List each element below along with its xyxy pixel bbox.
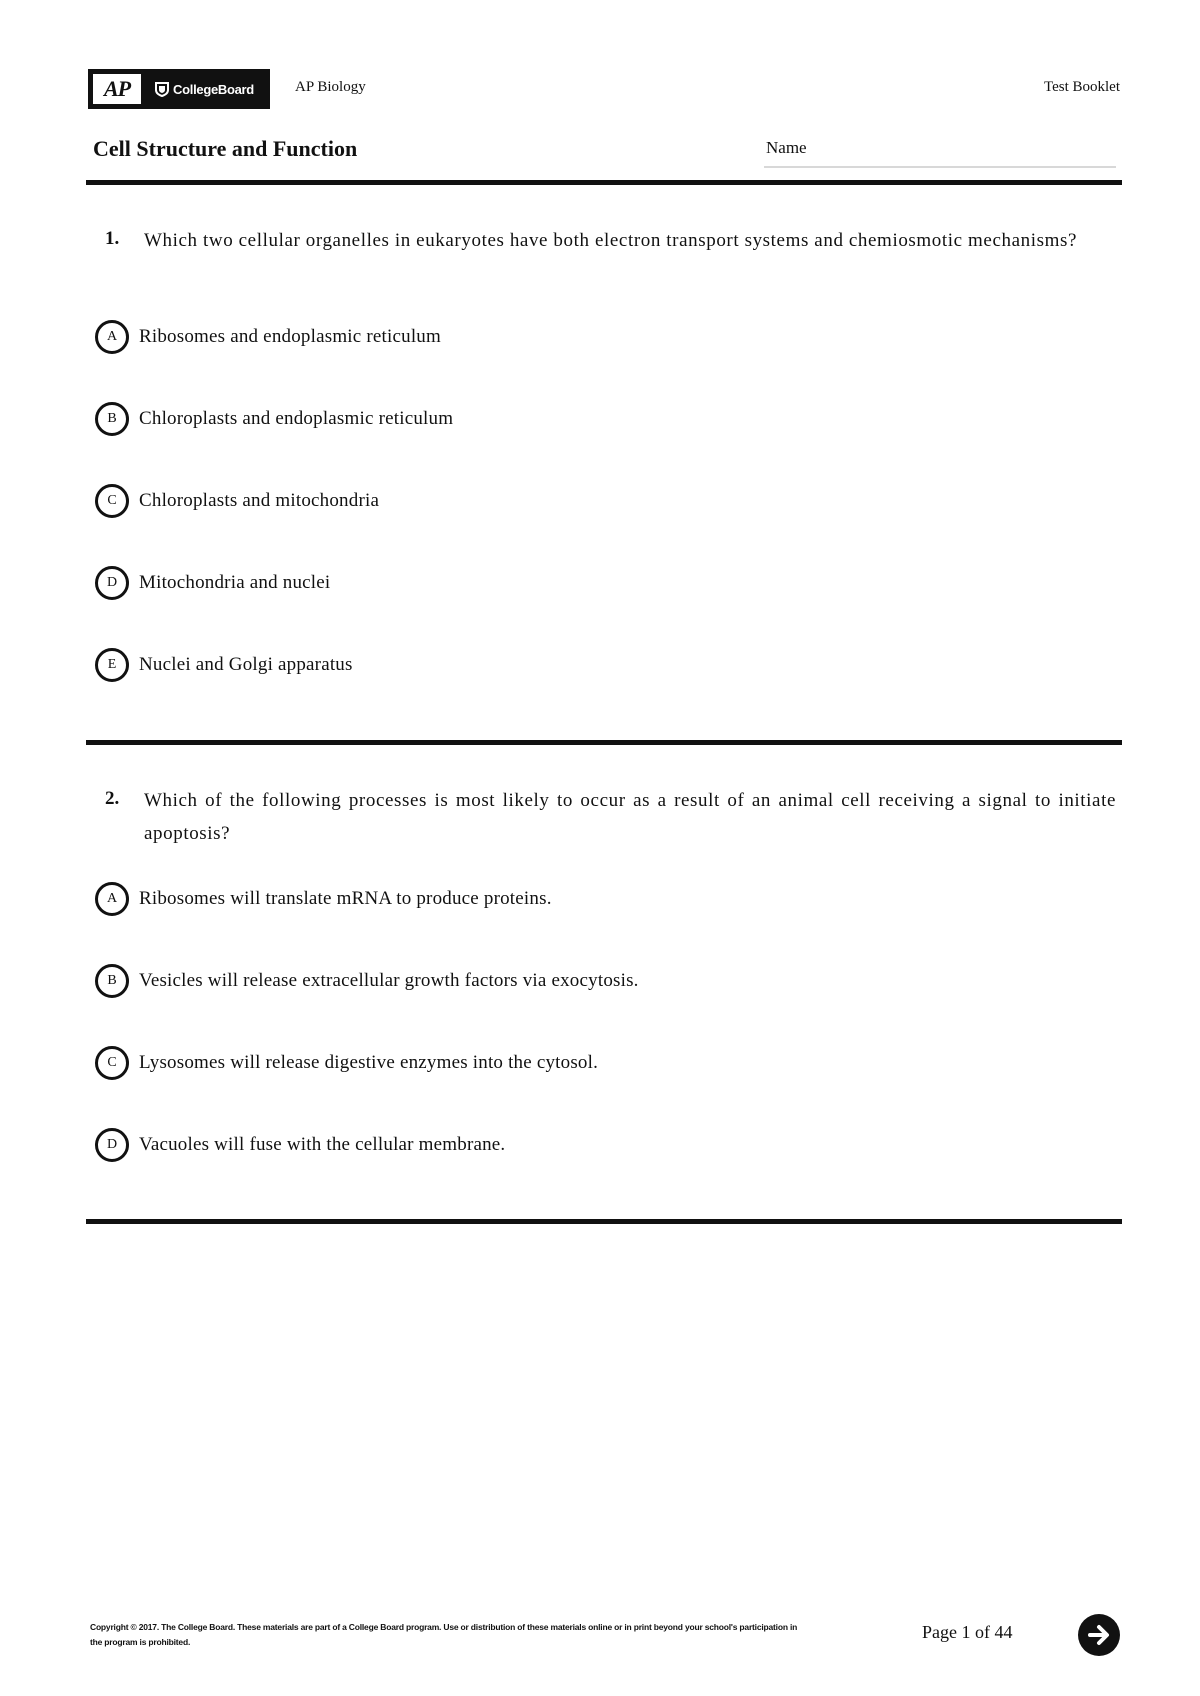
choice-text: Chloroplasts and mitochondria bbox=[139, 490, 380, 511]
question-2-number: 2. bbox=[105, 788, 120, 809]
arrow-right-icon bbox=[1086, 1622, 1112, 1648]
answer-bubble[interactable]: A bbox=[95, 320, 129, 354]
copyright-notice: Copyright © 2017. The College Board. These materials are part of a College Board program. Use or distribution of these materials online or in print beyond your school's participation in the program is prohibited. bbox=[90, 1622, 798, 1647]
question-2-choice-a[interactable] bbox=[95, 882, 552, 916]
page-number: Page 1 of 44 bbox=[922, 1622, 1013, 1642]
question-1-choice-c[interactable] bbox=[95, 484, 379, 518]
question-2-text: Which of the following processes is most likely to occur as a result of an animal cell receiving a signal to initiate apoptosis? bbox=[144, 790, 1116, 844]
acorn-shield-icon bbox=[155, 82, 169, 97]
question-2-choice-b[interactable] bbox=[95, 964, 639, 998]
answer-bubble[interactable]: B bbox=[95, 402, 129, 436]
next-page-button[interactable] bbox=[1078, 1614, 1120, 1656]
choice-text: Chloroplasts and endoplasmic reticulum bbox=[139, 408, 454, 429]
collegeboard-wordmark: CollegeBoard bbox=[173, 81, 254, 97]
page-title: Cell Structure and Function bbox=[93, 136, 358, 161]
answer-bubble[interactable]: C bbox=[95, 484, 129, 518]
question-2-choice-d[interactable] bbox=[95, 1128, 505, 1162]
ap-collegeboard-logo bbox=[88, 69, 270, 109]
answer-bubble[interactable]: C bbox=[95, 1046, 129, 1080]
question-1-choice-b[interactable] bbox=[95, 402, 453, 436]
name-label: Name bbox=[766, 138, 807, 157]
subject-label: AP Biology bbox=[295, 79, 366, 95]
question-1-choice-a[interactable] bbox=[95, 320, 441, 354]
question-1-choice-d[interactable] bbox=[95, 566, 330, 600]
question-1-number: 1. bbox=[105, 228, 120, 249]
choice-text: Lysosomes will release digestive enzymes into the cytosol. bbox=[139, 1052, 599, 1073]
question-1-text: Which two cellular organelles in eukaryotes have both electron transport systems and chemiosmotic mechanisms? bbox=[144, 230, 1077, 251]
question-2-choice-c[interactable] bbox=[95, 1046, 598, 1080]
choice-text: Nuclei and Golgi apparatus bbox=[139, 654, 353, 675]
header-divider bbox=[86, 180, 1122, 185]
answer-bubble[interactable]: D bbox=[95, 1128, 129, 1162]
choice-text: Ribosomes will translate mRNA to produce proteins. bbox=[139, 888, 552, 909]
question-divider bbox=[86, 740, 1122, 745]
choice-text: Mitochondria and nuclei bbox=[139, 572, 331, 593]
answer-bubble[interactable]: E bbox=[95, 648, 129, 682]
choice-text: Ribosomes and endoplasmic reticulum bbox=[139, 326, 441, 347]
answer-bubble[interactable]: D bbox=[95, 566, 129, 600]
answer-bubble[interactable]: B bbox=[95, 964, 129, 998]
booklet-label: Test Booklet bbox=[1043, 79, 1120, 95]
name-field[interactable] bbox=[764, 166, 1116, 168]
ap-logo-mark: AP bbox=[93, 74, 141, 104]
collegeboard-logo bbox=[141, 71, 268, 107]
choice-text: Vesicles will release extracellular growth factors via exocytosis. bbox=[139, 970, 639, 991]
question-1-choice-e[interactable] bbox=[95, 648, 353, 682]
choice-text: Vacuoles will fuse with the cellular membrane. bbox=[139, 1134, 506, 1155]
question-divider bbox=[86, 1219, 1122, 1224]
answer-bubble[interactable]: A bbox=[95, 882, 129, 916]
